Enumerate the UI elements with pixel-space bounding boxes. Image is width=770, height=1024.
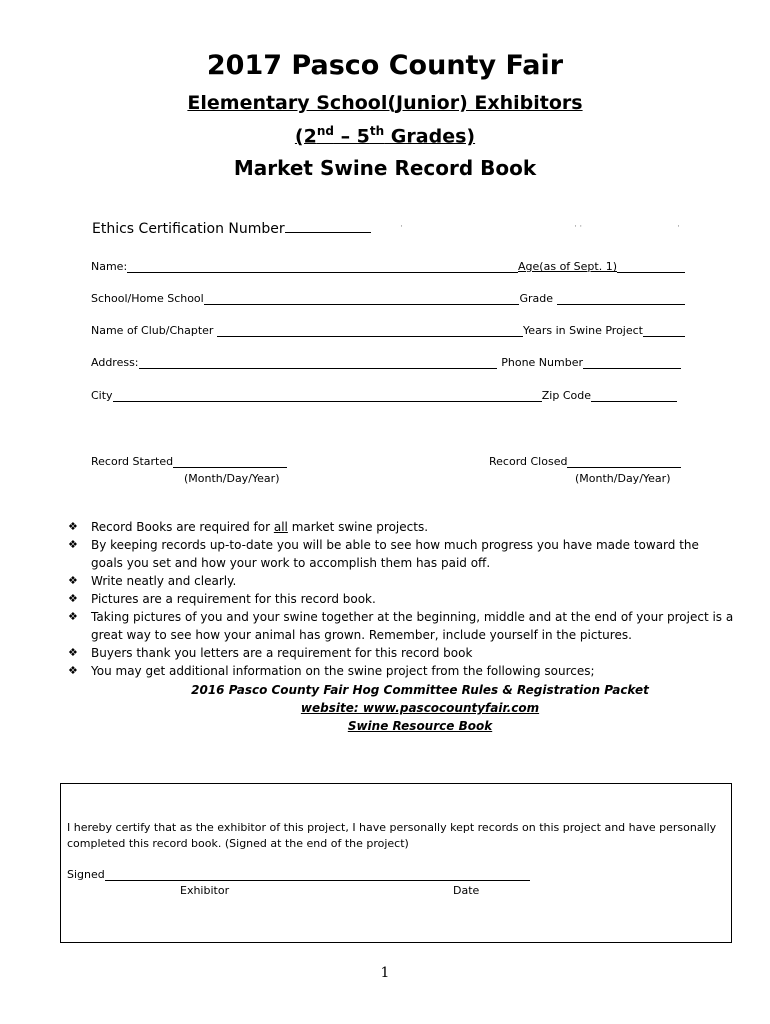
scan-dot: · bbox=[400, 221, 403, 231]
list-item: ❖ Taking pictures of you and your swine together at the beginning, middle and at the end of your project is a great way to see how your animal has grown. Remember, include yourself in the pictures. bbox=[68, 610, 734, 642]
record-started-label: Record Started bbox=[91, 455, 174, 468]
grade-field[interactable] bbox=[557, 294, 685, 305]
school-field[interactable] bbox=[204, 294, 520, 305]
grade-label: Grade bbox=[519, 292, 553, 305]
record-started-field[interactable] bbox=[173, 457, 287, 468]
scan-dot: · · bbox=[574, 221, 583, 231]
diamond-bullet-icon: ❖ bbox=[68, 538, 78, 551]
source-resource-book: Swine Resource Book bbox=[347, 719, 493, 733]
list-item: ❖ Record Books are required for all market swine projects. bbox=[68, 520, 429, 534]
school-row bbox=[91, 292, 685, 305]
diamond-bullet-icon: ❖ bbox=[68, 646, 78, 659]
diamond-bullet-icon: ❖ bbox=[68, 610, 78, 623]
city-field[interactable] bbox=[113, 391, 542, 402]
date-format-hint: (Month/Day/Year) bbox=[575, 472, 671, 485]
list-item: ❖ Buyers thank you letters are a requirement for this record book bbox=[68, 646, 473, 660]
diamond-bullet-icon: ❖ bbox=[68, 520, 78, 533]
signed-label: Signed bbox=[67, 868, 105, 881]
club-field[interactable] bbox=[217, 326, 523, 337]
ethics-certification-label: Ethics Certification Number bbox=[92, 221, 285, 237]
grade-range: (2nd – 5th Grades) bbox=[294, 124, 476, 148]
club-row bbox=[91, 324, 685, 337]
book-title: Market Swine Record Book bbox=[233, 156, 537, 180]
ethics-certification-field[interactable] bbox=[92, 220, 371, 237]
name-field[interactable] bbox=[127, 262, 518, 273]
city-row bbox=[91, 389, 677, 402]
certification-box bbox=[60, 783, 732, 943]
ethics-certification-line[interactable] bbox=[285, 220, 371, 233]
years-field[interactable] bbox=[643, 326, 685, 337]
list-item: ❖ Write neatly and clearly. bbox=[68, 574, 237, 588]
diamond-bullet-icon: ❖ bbox=[68, 664, 78, 677]
years-label: Years in Swine Project bbox=[523, 324, 643, 337]
signature-row bbox=[67, 868, 530, 881]
record-started-row bbox=[91, 455, 287, 468]
date-caption: Date bbox=[453, 884, 480, 897]
record-closed-row bbox=[489, 455, 681, 468]
scan-dot: · bbox=[677, 221, 680, 231]
instructions-list bbox=[62, 518, 734, 680]
address-field[interactable] bbox=[139, 358, 498, 369]
zip-label: Zip Code bbox=[541, 389, 591, 402]
exhibitor-caption: Exhibitor bbox=[180, 884, 230, 897]
record-closed-label: Record Closed bbox=[489, 455, 568, 468]
name-row bbox=[91, 260, 685, 273]
exhibitor-category: Elementary School(Junior) Exhibitors bbox=[187, 92, 583, 114]
school-label: School/Home School bbox=[91, 292, 204, 305]
source-rules-packet: 2016 Pasco County Fair Hog Committee Rules & Registration Packet bbox=[191, 683, 649, 697]
city-label: City bbox=[91, 389, 113, 402]
age-field[interactable] bbox=[617, 262, 685, 273]
address-row bbox=[91, 356, 681, 369]
signature-field[interactable] bbox=[105, 870, 530, 881]
list-item: ❖ Pictures are a requirement for this record book. bbox=[68, 592, 376, 606]
diamond-bullet-icon: ❖ bbox=[68, 592, 78, 605]
address-label: Address: bbox=[91, 356, 139, 369]
list-item: ❖ You may get additional information on the swine project from the following sources; bbox=[68, 664, 595, 678]
certification-statement: I hereby certify that as the exhibitor of this project, I have personally kept records on this project and have personally completed this record book. (Signed at the end of the project) bbox=[67, 821, 717, 850]
date-format-hint: (Month/Day/Year) bbox=[184, 472, 280, 485]
phone-label: Phone Number bbox=[501, 356, 583, 369]
diamond-bullet-icon: ❖ bbox=[68, 574, 78, 587]
age-label: Age(as of Sept. 1) bbox=[518, 260, 617, 273]
name-label: Name: bbox=[91, 260, 128, 273]
page-number: 1 bbox=[380, 965, 390, 981]
record-closed-field[interactable] bbox=[567, 457, 681, 468]
club-label: Name of Club/Chapter bbox=[91, 324, 214, 337]
phone-field[interactable] bbox=[583, 358, 681, 369]
zip-field[interactable] bbox=[591, 391, 677, 402]
source-website-link[interactable]: website: www.pascocountyfair.com bbox=[300, 701, 540, 715]
list-item: ❖ By keeping records up-to-date you will be able to see how much progress you have made toward the goals you set and how your work to accomplish them has paid off. bbox=[68, 538, 699, 570]
page-title: 2017 Pasco County Fair bbox=[206, 50, 564, 81]
